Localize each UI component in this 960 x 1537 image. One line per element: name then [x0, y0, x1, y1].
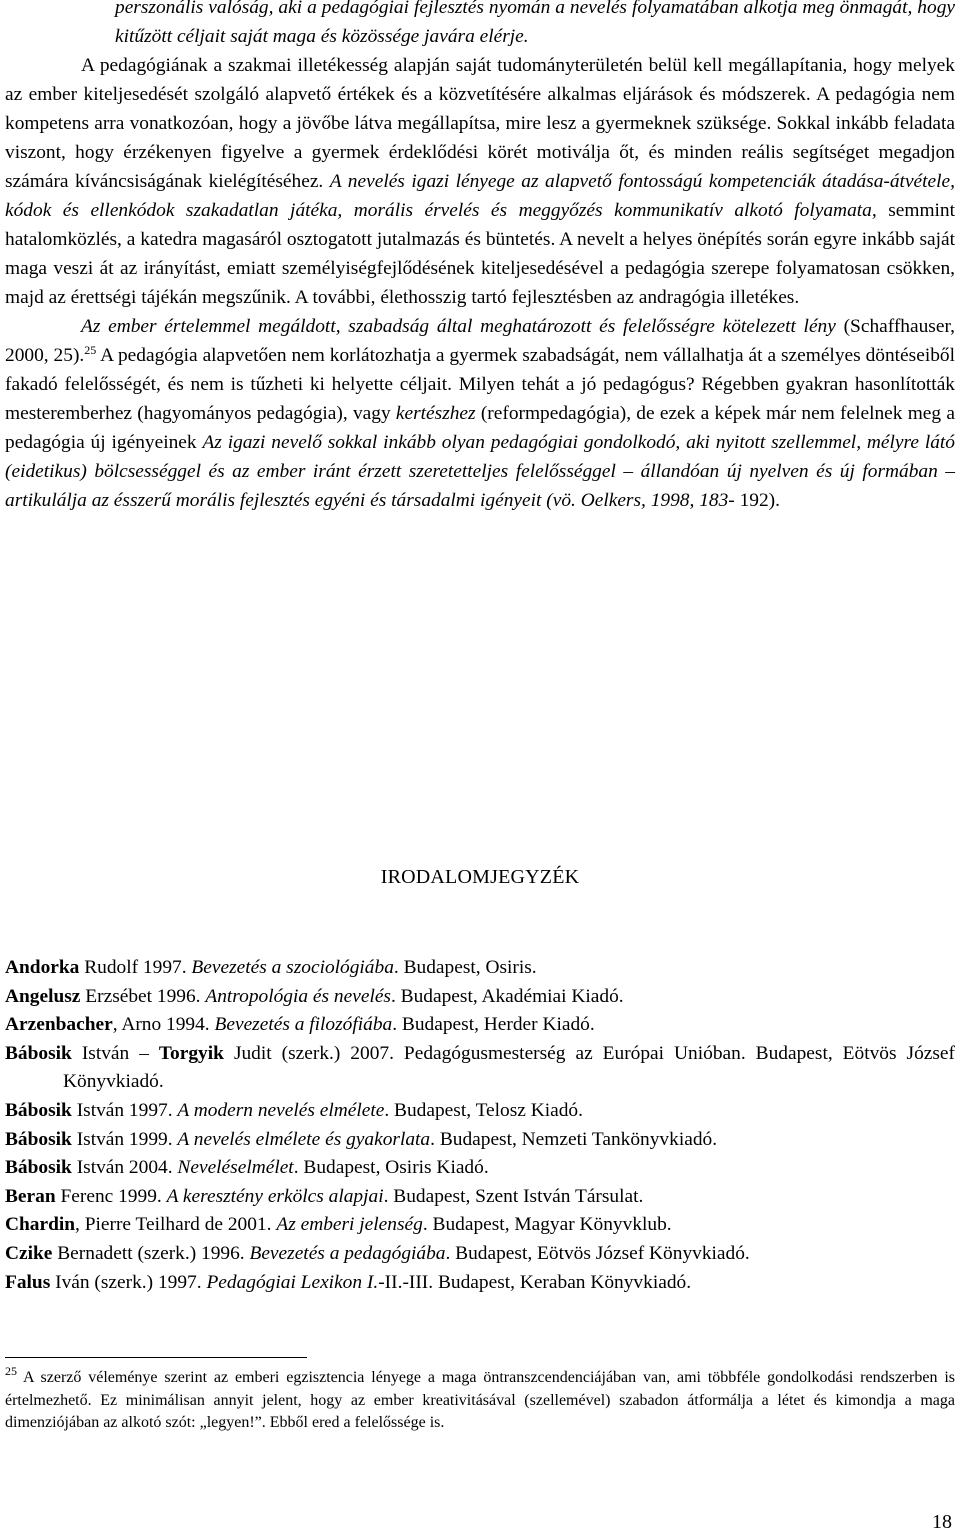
bibliography-entry: Angelusz Erzsébet 1996. Antropológia és nevelés. Budapest, Akadémiai Kiadó. — [5, 985, 624, 1007]
bibliography-entry: Falus Iván (szerk.) 1997. Pedagógiai Lexikon I.-II.-III. Budapest, Keraban Könyvkiadó. — [5, 1271, 692, 1293]
paragraph-pedagogy-competence: A pedagógiának a szakmai illetékesség alapján saját tudományterületén belül kell megállapítania, hogy melyek az ember kiteljesedését szolgáló alapvető értékek és a közvetítésére alkalmas eljárások és módszerek. A pedagógia nem kompetens arra vonatkozóan, hogy a jövőbe látva megállapítsa, mire lesz a gyermeknek szüksége. Sokkal inkább feladata viszont, hogy érzékenyen figyelve a gyermek érdeklődési körét motiválja őt, és minden reális segítséget megadjon számára kíváncsiságának kielégítéséhez. A nevelés igazi lényege az alapvető fontosságú kompetenciák átadása-átvétele, kódok és ellenkódok szakadatlan játéka, morális érvelés és meggyőzés kommunikatív alkotó folyamata, semmint hatalomközlés, a katedra magasáról osztogatott jutalmazás és büntetés. A nevelt a helyes önépítés során egyre inkább saját maga veszi át az irányítást, emiatt személyiségfejlődésének kiteljesedésével a pedagógia szerepe folyamatosan csökken, majd az érettségi tájékán megszűnik. A további, élethosszig tartó fejlesztésben az andragógia illetékes. — [5, 55, 955, 308]
bibliography-entry: Beran Ferenc 1999. A keresztény erkölcs alapjai. Budapest, Szent István Társulat. — [5, 1185, 644, 1207]
bibliography-entry: Chardin, Pierre Teilhard de 2001. Az emberi jelenség. Budapest, Magyar Könyvklub. — [5, 1214, 672, 1236]
bibliography-entry: Andorka Rudolf 1997. Bevezetés a szociológiába. Budapest, Osiris. — [5, 957, 537, 978]
page-body — [5, 0, 955, 515]
footnote-number: 25 — [5, 1364, 17, 1378]
footnote-ref[interactable]: 25 — [84, 343, 97, 357]
footnote — [5, 1364, 955, 1435]
bibliography-entry: Bábosik István – Torgyik Judit (szerk.) 2007. Pedagógusmesterség az Európai Unióban. Budapest, Eötvös József Könyvkiadó. — [5, 1042, 955, 1093]
bibliography-heading: IRODALOMJEGYZÉK — [380, 866, 580, 888]
bibliography-entry: Bábosik István 2004. Neveléselmélet. Budapest, Osiris Kiadó. — [5, 1157, 489, 1179]
footnote-separator — [5, 1357, 307, 1358]
bibliography-list — [5, 954, 955, 1297]
bibliography-entry: Bábosik István 1997. A modern nevelés elmélete. Budapest, Telosz Kiadó. — [5, 1099, 583, 1121]
bibliography-entry: Arzenbacher, Arno 1994. Bevezetés a filozófiába. Budapest, Herder Kiadó. — [5, 1014, 595, 1036]
intro-italic-paragraph: perszonális valóság, aki a pedagógiai fejlesztés nyomán a nevelés folyamatában alkotja meg önmagát, hogy kitűzött céljait saját maga és közössége javára elérje. — [115, 0, 955, 47]
footnote-text: A szerző véleménye szerint az emberi egzisztencia lényege a maga öntranszcendenciájában van, ami többféle gondolkodási rendszerben is értelmezhető. Ez minimálisan annyit jelent, hogy az ember kreativitásával (szellemével) szabadon átformálja a létet és kimondja a maga dimenziójában az alkotó szót: „legyen!”. Ebből ered a felelőssége is. — [5, 1369, 955, 1431]
bibliography-entry: Bábosik István 1999. A nevelés elmélete és gyakorlata. Budapest, Nemzeti Tankönyvkiadó. — [5, 1128, 718, 1150]
bibliography-entry: Czike Bernadett (szerk.) 1996. Bevezetés a pedagógiába. Budapest, Eötvös József Könyvkiadó. — [5, 1242, 750, 1264]
page-number: 18 — [932, 1511, 952, 1533]
paragraph-good-pedagogue: Az ember értelemmel megáldott, szabadság által meghatározott és felelősségre kötelezett lény (Schaffhauser, 2000, 25).$^{25}$ A pedagógia alapvetően nem korlátozhatja a gyermek szabadságát, nem vállalhatja át a személyes döntéseiből fakadó felelősségét, és nem is tűzheti ki helyette céljait. Milyen tehát a jó pedagógus? Régebben gyakran hasonlították mesteremberhez (hagyományos pedagógia), vagy kertészhez (reformpedagógia), de ezek a képek már nem felelnek meg a pedagógia új igényeinek Az igazi nevelő sokkal inkább olyan pedagógiai gondolkodó, aki nyitott szellemmel, mélyre látó (eidetikus) bölcsességgel és az ember iránt érzett szeretetteljes felelősséggel – állandóan új nyelven és új formában – artikulálja az ésszerű morális fejlesztés egyéni és társadalmi igényeit (vö. Oelkers, 1998, 183- 192). — [5, 316, 955, 511]
